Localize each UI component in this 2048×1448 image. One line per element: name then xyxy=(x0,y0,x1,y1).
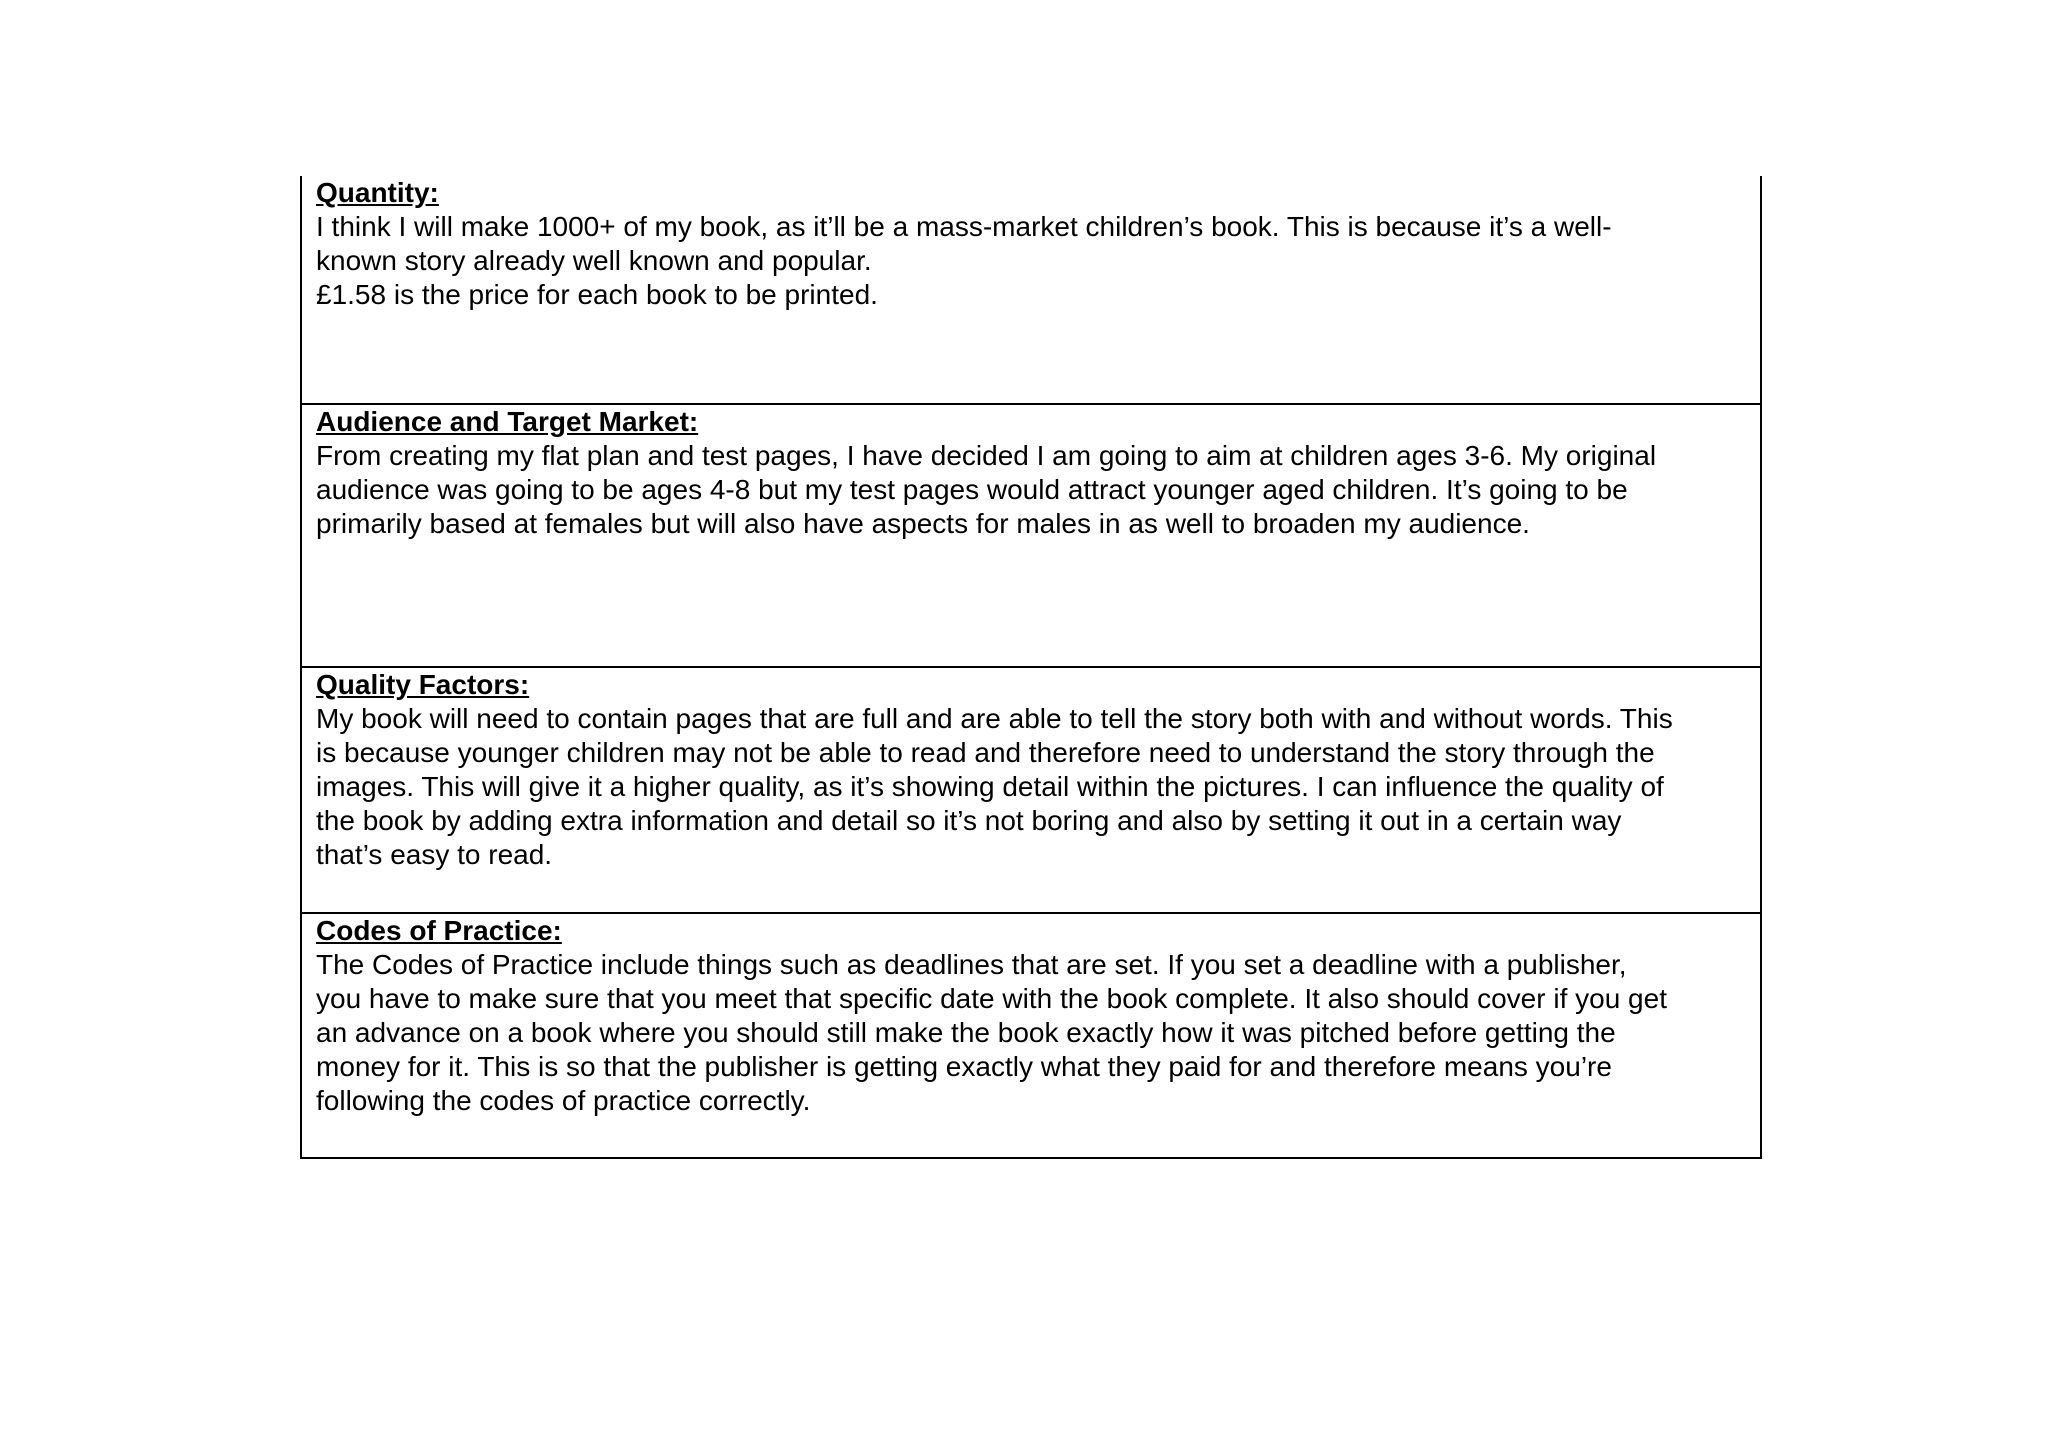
section-quantity xyxy=(302,176,1760,403)
section-quality-factors xyxy=(302,666,1760,912)
section-heading-audience: Audience and Target Market: xyxy=(316,406,699,437)
section-body-audience: From creating my flat plan and test pages, I have decided I am going to aim at children ages 3-6. My original audience was going to be ages 4-8 but my test pages would attract younger aged children. It’s going to be primarily based at females but will also have aspects for males in as well to broaden my audience. xyxy=(316,440,1657,539)
section-heading-codes-of-practice: Codes of Practice: xyxy=(316,915,562,946)
section-codes-of-practice xyxy=(302,912,1760,1157)
document-table xyxy=(300,176,1762,1159)
section-heading-quantity: Quantity: xyxy=(316,177,439,208)
section-heading-quality-factors: Quality Factors: xyxy=(316,669,530,700)
section-audience xyxy=(302,403,1760,666)
section-body-quality-factors: My book will need to contain pages that are full and are able to tell the story both with and without words. This is because younger children may not be able to read and therefore need to understand the story through the images. This will give it a higher quality, as it’s showing detail within the pictures. I can influence the quality of the book by adding extra information and detail so it’s not boring and also by setting it out in a certain way that’s easy to read. xyxy=(316,703,1673,870)
section-body-codes-of-practice: The Codes of Practice include things such as deadlines that are set. If you set a deadline with a publisher, you have to make sure that you meet that specific date with the book complete. It also should cover if you get an advance on a book where you should still make the book exactly how it was pitched before getting the money for it. This is so that the publisher is getting exactly what they paid for and therefore means you’re following the codes of practice correctly. xyxy=(316,949,1667,1116)
section-body-quantity: I think I will make 1000+ of my book, as it’ll be a mass-market children’s book. This is because it’s a well- known story already well known and popular. £1.58 is the price for each book to be printed. xyxy=(316,211,1612,310)
